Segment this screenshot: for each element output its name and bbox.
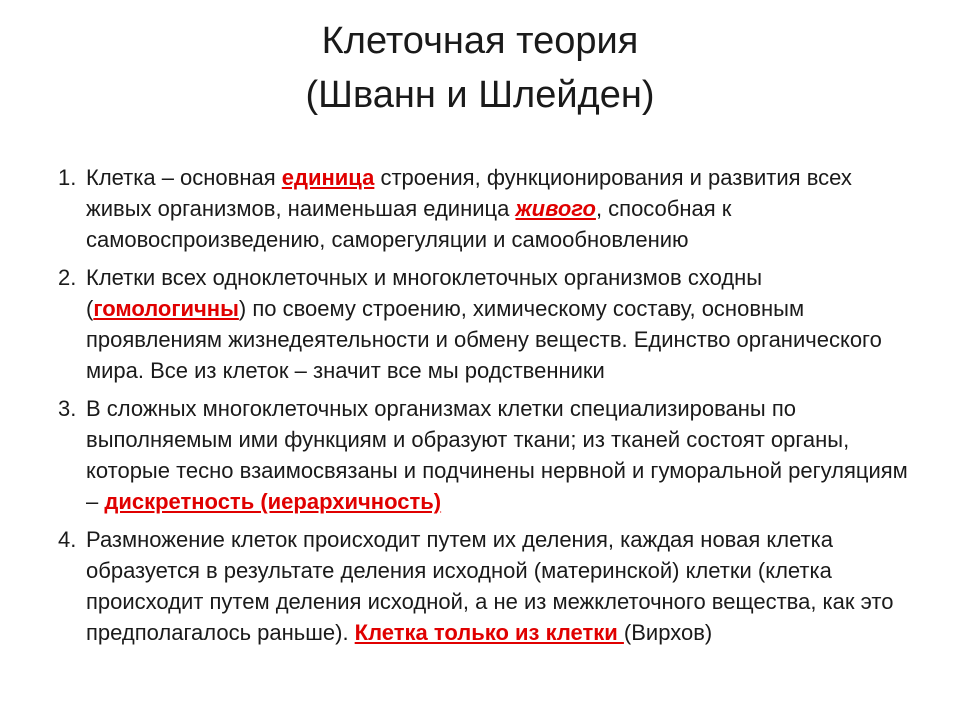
item-text: Клетка – основная bbox=[86, 165, 282, 190]
highlight-term: живого bbox=[515, 196, 596, 221]
item-text: В сложных многоклеточных организмах клетки специализированы по выполняемым ими функциям и образуют ткани; из тканей состоят органы, которые тесно взаимосвязаны и подчинены нервной и гуморальной регуляциям – bbox=[86, 396, 908, 514]
list-item-4 bbox=[58, 524, 918, 648]
highlight-term: Клетка только из клетки bbox=[354, 620, 624, 645]
highlight-term: гомологичны bbox=[93, 296, 239, 321]
slide-title bbox=[0, 14, 960, 122]
item-number: 4. bbox=[58, 527, 77, 552]
highlight-term: единица bbox=[281, 165, 375, 190]
theory-list bbox=[58, 162, 918, 655]
item-text: Размножение клеток происходит путем их деления, каждая новая клетка образуется в результате деления исходной (материнской) клетки (клетка происходит путем деления исходной, а не из межклеточного вещества, как это предполагалось раньше). bbox=[86, 527, 894, 645]
title-line-1: Клеточная теория bbox=[321, 20, 639, 62]
item-text: строения, функционирования и развития всех живых организмов, наименьшая единица bbox=[86, 165, 852, 221]
item-number: 1. bbox=[58, 165, 77, 190]
item-number: 3. bbox=[58, 396, 77, 421]
title-line-2: (Шванн и Шлейден) bbox=[305, 74, 655, 116]
list-item-1 bbox=[58, 162, 918, 255]
list-item-2 bbox=[58, 262, 918, 386]
item-text: (Вирхов) bbox=[623, 620, 713, 645]
item-text: Клетки всех одноклеточных и многоклеточных организмов сходны ( bbox=[86, 265, 763, 321]
highlight-term: дискретность (иерархичность) bbox=[104, 489, 442, 514]
item-number: 2. bbox=[58, 265, 77, 290]
item-text: ) по своему строению, химическому составу, основным проявлениям жизнедеятельности и обмену веществ. Единство органического мира. Все из клеток – значит все мы родственники bbox=[86, 296, 882, 383]
item-text: , способная к самовоспроизведению, саморегуляции и самообновлению bbox=[86, 196, 732, 252]
list-item-3 bbox=[58, 393, 918, 517]
